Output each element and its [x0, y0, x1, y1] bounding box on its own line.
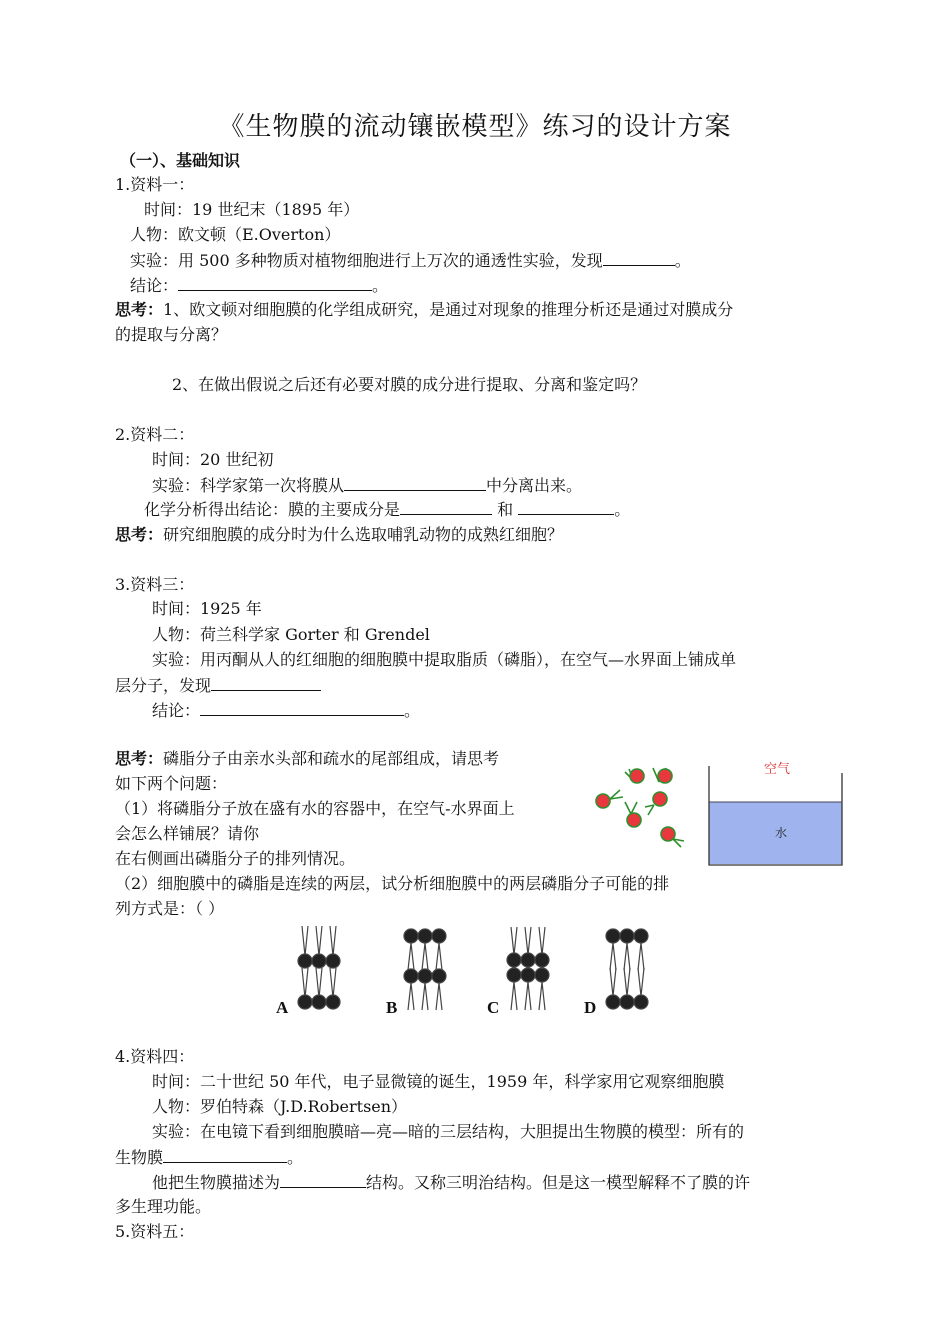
- option-d-label[interactable]: D: [584, 998, 597, 1017]
- material2-experiment-post: 中分离出来。: [486, 476, 583, 495]
- water-container: [709, 761, 842, 865]
- material2-think-text: 研究细胞膜的成分时为什么选取哺乳动物的成熟红细胞？: [163, 525, 564, 544]
- material1-experiment: [130, 249, 691, 272]
- material4-time: 时间：二十世纪 50 年代，电子显微镜的诞生，1959 年，科学家用它观察细胞膜: [152, 1072, 725, 1091]
- material4-experiment-end: 。: [287, 1148, 304, 1167]
- material3-think-line1: 磷脂分子由亲水头部和疏水的尾部组成，请思考: [163, 749, 500, 768]
- option-c-label[interactable]: C: [487, 998, 500, 1017]
- material3-conclusion-end: 。: [404, 701, 421, 720]
- material4-person: 人物：罗伯特森（J.D.Robertsen）: [152, 1097, 408, 1116]
- material3-q2-line1: （2）细胞膜中的磷脂是连续的两层，试分析细胞膜中的两层磷脂分子可能的排: [115, 874, 670, 893]
- material1-time: 时间：19 世纪末（1895 年）: [144, 200, 360, 219]
- option-a-label[interactable]: A: [276, 998, 289, 1017]
- material2-experiment: [152, 474, 582, 497]
- material2-analysis-blank1[interactable]: [400, 498, 492, 515]
- material2-analysis-mid: 和: [492, 500, 519, 519]
- material1-think-line1: 1、欧文顿对细胞膜的化学组成研究，是通过对现象的推理分析还是通过对膜成分: [163, 300, 734, 319]
- material1-heading: 1.资料一：: [115, 175, 195, 194]
- material1-think-line2: 的提取与分离？: [115, 325, 228, 344]
- material1-conclusion: [130, 274, 388, 297]
- material3-experiment-line1: 实验：用丙酮从人的红细胞的细胞膜中提取脂质（磷脂），在空气—水界面上铺成单: [152, 650, 737, 669]
- material3-experiment-line2-text: 层分子，发现: [115, 676, 212, 695]
- material4-experiment-line2-text: 生物膜: [115, 1148, 164, 1167]
- material2-time: 时间：20 世纪初: [152, 450, 274, 469]
- material4-experiment-line1: 实验：在电镜下看到细胞膜暗—亮—暗的三层结构，大胆提出生物膜的模型：所有的: [152, 1122, 745, 1141]
- material4-description-pre: 他把生物膜描述为: [152, 1173, 281, 1192]
- phospholipid-molecule: [645, 792, 667, 815]
- document-title: 《生物膜的流动镶嵌模型》练习的设计方案: [218, 112, 732, 142]
- material4-description-post: 结构。又称三明治结构。但是这一模型解释不了膜的许: [366, 1173, 751, 1192]
- air-label: 空气: [764, 762, 791, 777]
- material4-experiment-line2: [115, 1146, 303, 1169]
- material3-experiment-blank[interactable]: [211, 674, 321, 691]
- material3-q1-line2: 会怎么样铺展？请你: [115, 824, 260, 843]
- material4-description-blank[interactable]: [280, 1171, 366, 1188]
- material2-experiment-blank[interactable]: [344, 474, 486, 491]
- think-label: 思考：: [115, 749, 164, 768]
- material4-heading: 4.资料四：: [115, 1047, 195, 1066]
- material3-think-line2: 如下两个问题：: [115, 774, 228, 793]
- loose-phospholipids: [596, 768, 684, 847]
- material3-conclusion: [152, 699, 420, 722]
- material2-experiment-pre: 实验：科学家第一次将膜从: [152, 476, 345, 495]
- material3-think: [115, 748, 499, 770]
- material4-description: [152, 1171, 750, 1194]
- material2-analysis-end: 。: [614, 500, 631, 519]
- material3-conclusion-blank[interactable]: [200, 699, 404, 716]
- material1-think: [115, 299, 733, 321]
- material1-experiment-text: 实验：用 500 多种物质对植物细胞进行上万次的通透性实验，发现: [130, 251, 603, 270]
- material2-think: [115, 524, 563, 546]
- material4-experiment-blank[interactable]: [163, 1146, 287, 1163]
- material2-analysis: [144, 498, 630, 521]
- think-label: 思考：: [115, 300, 164, 319]
- material3-conclusion-label: 结论：: [152, 701, 201, 720]
- option-b-diagram: [404, 929, 446, 1010]
- material4-description-line2: 多生理功能。: [115, 1197, 212, 1216]
- material1-conclusion-end: 。: [372, 276, 389, 295]
- material3-q1-line3: 在右侧画出磷脂分子的排列情况。: [115, 849, 356, 868]
- bilayer-options-figure: [290, 922, 660, 1022]
- phospholipid-molecule: [661, 827, 684, 847]
- material3-person: 人物：荷兰科学家 Gorter 和 Grendel: [152, 625, 430, 644]
- option-b-label[interactable]: B: [386, 998, 398, 1017]
- phospholipid-water-figure: [590, 755, 850, 870]
- water-label: 水: [775, 826, 788, 840]
- phospholipid-molecule: [625, 802, 641, 827]
- phospholipid-molecule: [625, 769, 644, 783]
- material1-think2: 2、在做出假说之后还有必要对膜的成分进行提取、分离和鉴定吗？: [172, 375, 647, 394]
- material3-time: 时间：1925 年: [152, 599, 262, 618]
- section-heading: （一）、基础知识: [120, 151, 241, 170]
- material2-analysis-pre: 化学分析得出结论：膜的主要成分是: [144, 500, 401, 519]
- option-d-diagram: [606, 929, 648, 1009]
- material2-heading: 2.资料二：: [115, 425, 195, 444]
- material2-analysis-blank2[interactable]: [518, 498, 614, 515]
- material3-experiment-line2: [115, 674, 321, 697]
- think-label: 思考：: [115, 525, 164, 544]
- material1-person: 人物：欧文顿（E.Overton）: [130, 225, 341, 244]
- material1-conclusion-label: 结论：: [130, 276, 179, 295]
- phospholipid-molecule: [596, 790, 623, 808]
- option-a-diagram: [298, 926, 340, 1009]
- phospholipid-molecule: [653, 768, 672, 783]
- material3-q2-line2: 列方式是：（ ）: [115, 899, 225, 918]
- material3-heading: 3.资料三：: [115, 575, 195, 594]
- material1-experiment-blank[interactable]: [603, 249, 675, 266]
- option-c-diagram: [507, 927, 549, 1010]
- material1-conclusion-blank[interactable]: [178, 274, 372, 291]
- material5-heading: 5.资料五：: [115, 1222, 195, 1241]
- material1-experiment-end: 。: [674, 251, 691, 270]
- material3-q1-line1: （1）将磷脂分子放在盛有水的容器中，在空气-水界面上: [115, 799, 515, 818]
